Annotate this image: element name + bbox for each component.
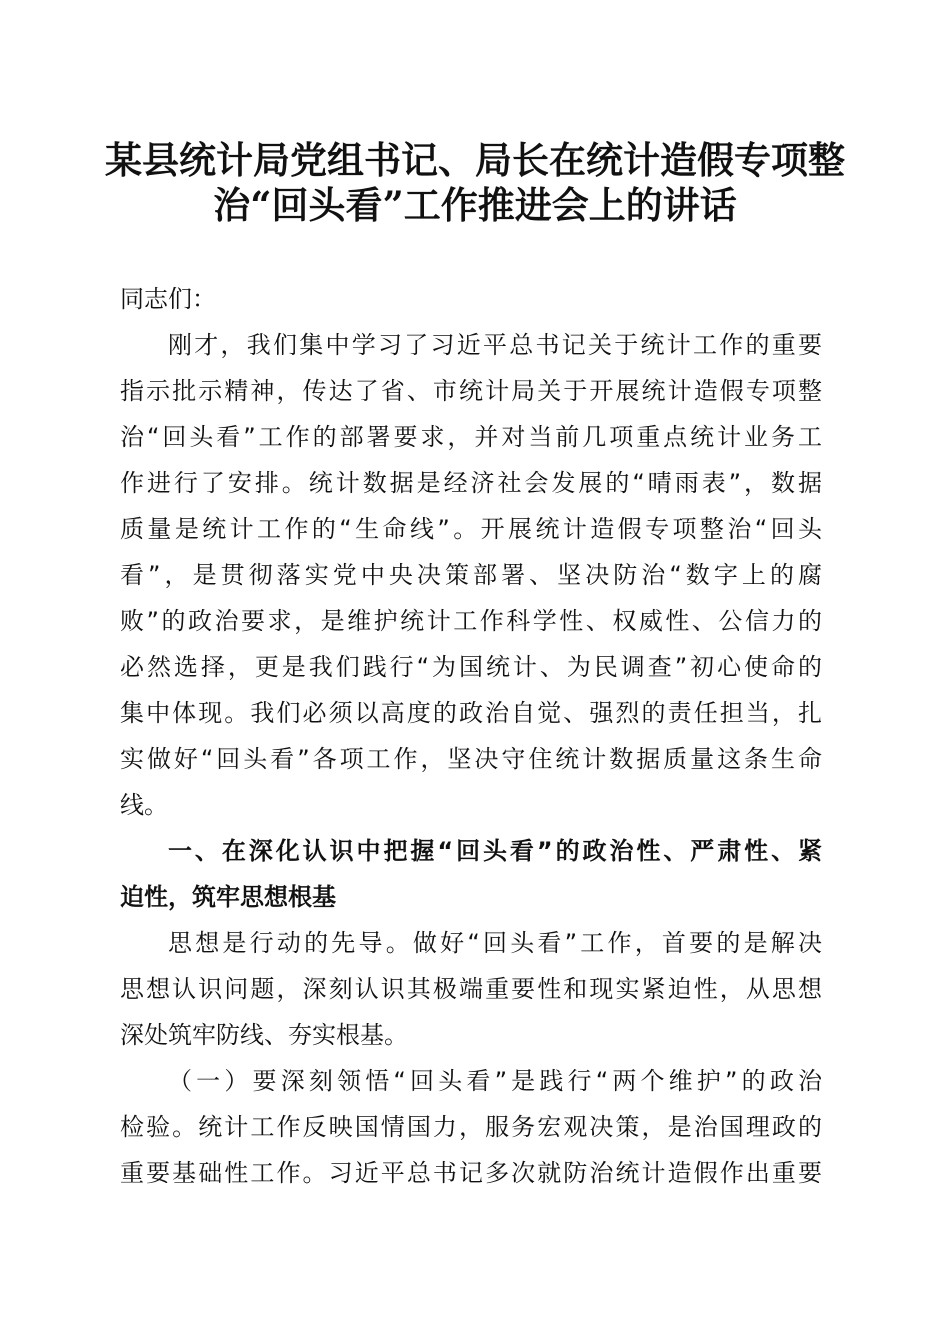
intro-line: 刚才，我们集中学习了习近平总书记关于统计工作的重要 [168, 331, 822, 359]
salutation: 同志们： [120, 285, 216, 313]
intro-line: 必然选择，更是我们践行“为国统计、为民调查”初心使命的 [120, 653, 822, 681]
intro-line: 看”，是贯彻落实党中央决策部署、坚决防治“数字上的腐 [120, 561, 822, 589]
intro-line: 败”的政治要求，是维护统计工作科学性、权威性、公信力的 [120, 607, 822, 635]
intro-line: 线。 [120, 791, 168, 819]
intro-line: 治“回头看”工作的部署要求，并对当前几项重点统计业务工 [120, 423, 822, 451]
document-title-line-2: 治“回头看”工作推进会上的讲话 [213, 183, 737, 227]
intro-line: 质量是统计工作的“生命线”。开展统计造假专项整治“回头 [120, 515, 822, 543]
section-paragraph-line: 思想是行动的先导。做好“回头看”工作，首要的是解决 [168, 929, 822, 957]
intro-line: 集中体现。我们必须以高度的政治自觉、强烈的责任担当，扎 [120, 699, 822, 727]
section-heading-line: 迫性，筑牢思想根基 [120, 883, 336, 911]
intro-line: 作进行了安排。统计数据是经济社会发展的“晴雨表”，数据 [120, 469, 822, 497]
subsection-line: （一）要深刻领悟“回头看”是践行“两个维护”的政治 [168, 1067, 822, 1095]
section-paragraph-line: 思想认识问题，深刻认识其极端重要性和现实紧迫性，从思想 [120, 975, 822, 1003]
document-title-line-1: 某县统计局党组书记、局长在统计造假专项整 [105, 138, 845, 182]
section-paragraph-line: 深处筑牢防线、夯实根基。 [120, 1021, 408, 1049]
subsection-line: 检验。统计工作反映国情国力，服务宏观决策，是治国理政的 [120, 1113, 822, 1141]
intro-line: 实做好“回头看”各项工作，坚决守住统计数据质量这条生命 [120, 745, 822, 773]
subsection-line: 重要基础性工作。习近平总书记多次就防治统计造假作出重要 [120, 1159, 822, 1187]
intro-line: 指示批示精神，传达了省、市统计局关于开展统计造假专项整 [120, 377, 822, 405]
section-heading-line: 一、在深化认识中把握“回头看”的政治性、严肃性、紧 [168, 837, 822, 865]
